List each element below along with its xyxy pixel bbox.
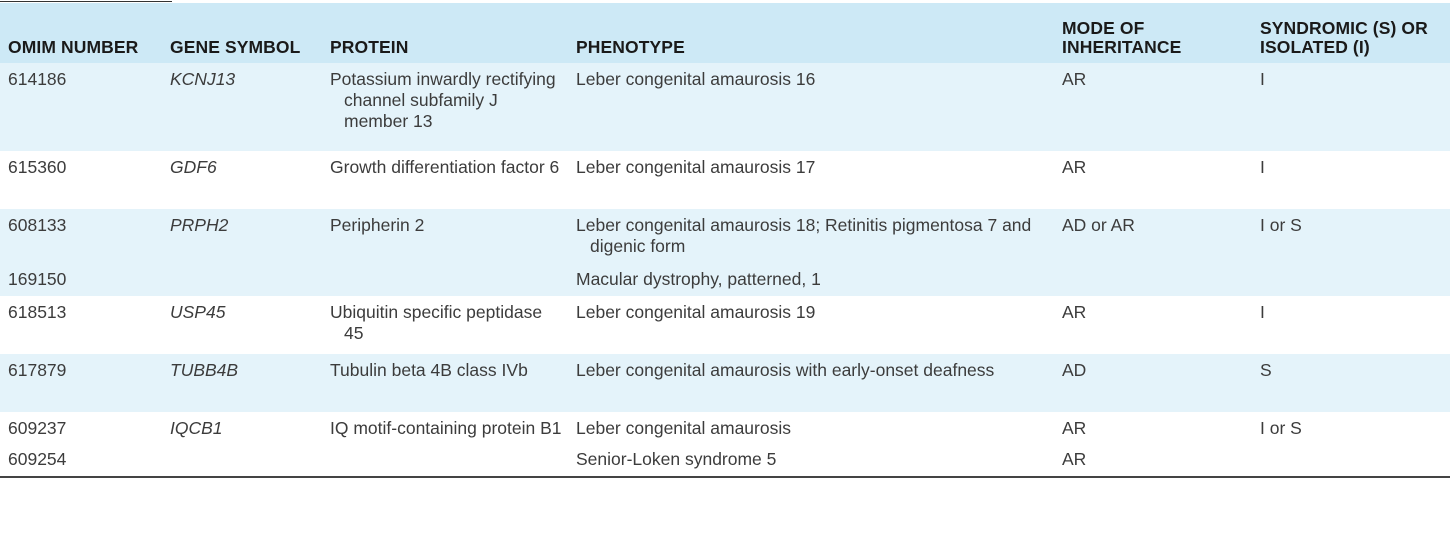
cell-mode: AR [1054,151,1252,209]
cell-phenotype [568,412,1054,447]
table-row [0,267,1450,296]
cell-omim: 608133 [0,209,162,267]
header-phenotype: PHENOTYPE [576,37,685,57]
cell-protein [322,63,568,151]
protein-text: IQ motif-containing protein B1 [330,418,562,438]
cell-gene: TUBB4B [162,354,322,412]
cell-mode: AD [1054,354,1252,412]
phenotype-text: Leber congenital amaurosis with early-onset deafness [576,360,995,380]
protein-text: Growth differentiation factor 6 [330,157,560,177]
phenotype-text: Macular dystrophy, patterned, 1 [576,269,821,289]
phenotype-text: Leber congenital amaurosis [576,418,791,438]
cell-protein [322,296,568,354]
cell-syndromic [1252,447,1450,477]
protein-text: Potassium inwardly rectifying channel subfamily J member 13 [330,69,556,131]
phenotype-text: Senior-Loken syndrome 5 [576,449,777,469]
table-row [0,209,1450,267]
cell-protein [322,354,568,412]
cell-omim: 614186 [0,63,162,151]
cell-mode: AR [1054,412,1252,447]
cell-protein [322,209,568,267]
header-row [0,3,1450,63]
cell-mode: AD or AR [1054,209,1252,267]
cell-mode [1054,267,1252,296]
header-protein: PROTEIN [330,37,409,57]
protein-text: Peripherin 2 [330,215,425,235]
cell-syndromic: I [1252,296,1450,354]
cell-protein [322,412,568,477]
header-gene-symbol: GENE SYMBOL [170,37,301,57]
top-rule [0,1,172,2]
cell-phenotype [568,447,1054,477]
cell-omim: 615360 [0,151,162,209]
cell-phenotype [568,267,1054,296]
gene-table [0,3,1450,478]
phenotype-text: Leber congenital amaurosis 16 [576,69,816,89]
phenotype-text: Leber congenital amaurosis 17 [576,157,816,177]
cell-syndromic: I [1252,63,1450,151]
cell-omim: 618513 [0,296,162,354]
table-row [0,447,1450,477]
cell-syndromic: I or S [1252,412,1450,447]
cell-phenotype [568,151,1054,209]
protein-text: Tubulin beta 4B class IVb [330,360,528,380]
cell-gene [162,447,322,477]
cell-omim: 609237 [0,412,162,447]
cell-omim: 617879 [0,354,162,412]
cell-mode: AR [1054,63,1252,151]
cell-syndromic: I [1252,151,1450,209]
cell-syndromic: I or S [1252,209,1450,267]
cell-omim: 169150 [0,267,162,296]
phenotype-text: Leber congenital amaurosis 18; Retinitis pigmentosa 7 and digenic form [576,215,1032,256]
header-syndromic-or-isolated: SYNDROMIC (S) OR ISOLATED (I) [1260,18,1428,57]
cell-protein [322,267,568,296]
table-row [0,151,1450,209]
cell-phenotype [568,63,1054,151]
cell-protein [322,151,568,209]
cell-mode: AR [1054,296,1252,354]
header-omim-number: OMIM NUMBER [8,37,139,57]
cell-gene: KCNJ13 [162,63,322,151]
phenotype-text: Leber congenital amaurosis 19 [576,302,816,322]
table-row [0,63,1450,151]
cell-mode: AR [1054,447,1252,477]
cell-phenotype [568,209,1054,267]
table-row [0,296,1450,354]
cell-gene: USP45 [162,296,322,354]
cell-phenotype [568,354,1054,412]
cell-syndromic: S [1252,354,1450,412]
protein-text: Ubiquitin specific peptidase 45 [330,302,543,343]
cell-gene: IQCB1 [162,412,322,447]
cell-omim: 609254 [0,447,162,477]
header-mode-of-inheritance: MODE OF INHERITANCE [1062,18,1182,57]
cell-syndromic [1252,267,1450,296]
cell-gene: PRPH2 [162,209,322,267]
cell-gene [162,267,322,296]
cell-phenotype [568,296,1054,354]
table-row [0,412,1450,447]
cell-gene: GDF6 [162,151,322,209]
table-row [0,354,1450,412]
